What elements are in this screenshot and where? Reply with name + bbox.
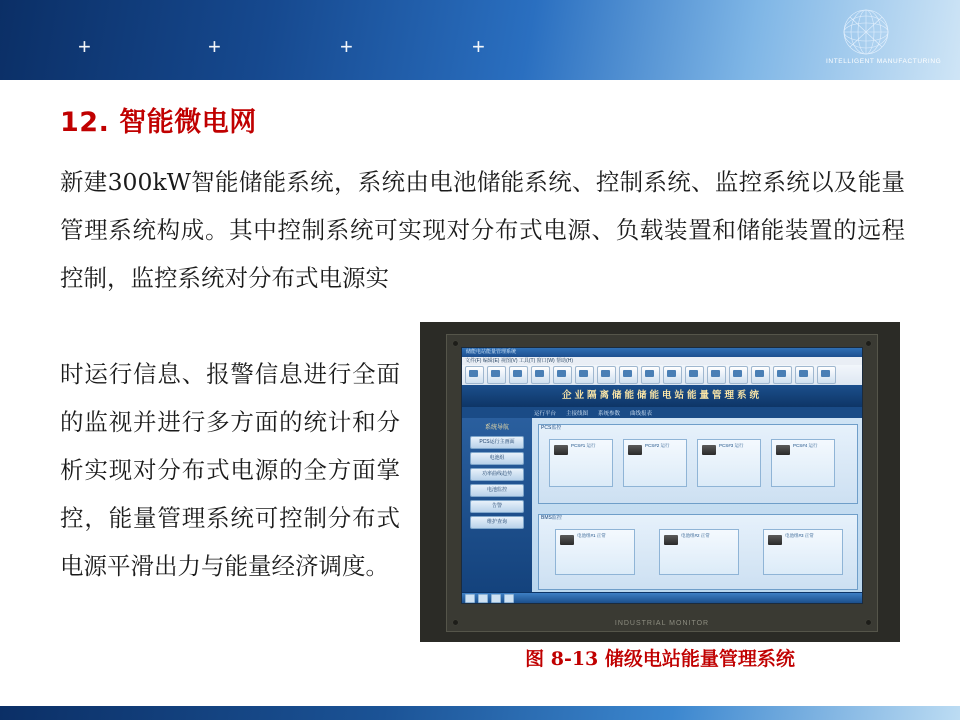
sidebar-item-pcs-main[interactable]: PCS运行主画面 xyxy=(470,436,524,449)
cut-icon[interactable] xyxy=(553,366,572,384)
save-icon[interactable] xyxy=(509,366,528,384)
monitor-brand-label: INDUSTRIAL MONITOR xyxy=(614,620,710,627)
bms-cell-2[interactable] xyxy=(659,529,739,575)
help-icon[interactable] xyxy=(795,366,814,384)
copy-icon[interactable] xyxy=(575,366,594,384)
decorative-plus-3: + xyxy=(340,34,353,59)
pcs-panel-title: PCS监控 xyxy=(541,425,562,431)
bms-panel-title: BMS监控 xyxy=(541,515,562,521)
pcs-cell-label: PCS#3 运行 xyxy=(719,443,744,448)
pcs-cell-1[interactable] xyxy=(549,439,613,487)
app-icon[interactable] xyxy=(504,594,514,603)
pcs-device-icon xyxy=(628,445,642,455)
sidebar-title: 系统导航 xyxy=(484,425,509,431)
pcs-cell-label: PCS#2 运行 xyxy=(645,443,670,448)
body-paragraph-left: 时运行信息、报警信息进行全面的监视并进行多方面的统计和分析实现对分布式电源的全方面掌控，能量管理系统可控制分布式电源平滑出力与能量经济调度。 xyxy=(60,360,400,580)
refresh-icon[interactable] xyxy=(751,366,770,384)
bms-monitor-panel xyxy=(538,514,858,590)
print-icon[interactable] xyxy=(531,366,550,384)
battery-device-icon xyxy=(664,535,678,545)
screen-taskbar[interactable] xyxy=(462,592,863,603)
tab-run-platform[interactable]: 运行平台 xyxy=(534,410,557,417)
figure-monitor-photo xyxy=(420,322,900,642)
bms-cell-label: 电池组#1 正常 xyxy=(577,533,606,538)
redo-icon[interactable] xyxy=(641,366,660,384)
app-icon[interactable] xyxy=(491,594,501,603)
page-title: 12. 智能微电网 xyxy=(60,107,257,138)
pcs-cell-2[interactable] xyxy=(623,439,687,487)
open-icon[interactable] xyxy=(487,366,506,384)
slide-header-band xyxy=(0,0,960,80)
pcs-device-icon xyxy=(554,445,568,455)
app-icon[interactable] xyxy=(478,594,488,603)
pcs-cell-4[interactable] xyxy=(771,439,835,487)
new-icon[interactable] xyxy=(465,366,484,384)
monitor-screen xyxy=(461,347,863,604)
screen-window-title: 储能电站能量管理系统 xyxy=(462,348,863,357)
figure-caption: 图 8-13 储级电站能量管理系统 xyxy=(525,648,795,670)
sidebar-item-battery-group[interactable]: 电池组 xyxy=(470,452,524,465)
slide-footer-band xyxy=(0,706,960,720)
pcs-device-icon xyxy=(702,445,716,455)
sidebar-item-power-curve[interactable]: 功率曲线趋势 xyxy=(470,468,524,481)
alarm-icon[interactable] xyxy=(685,366,704,384)
tab-system-params[interactable]: 系统参数 xyxy=(598,410,621,417)
photo-background xyxy=(420,322,900,642)
chart-icon[interactable] xyxy=(663,366,682,384)
paste-icon[interactable] xyxy=(597,366,616,384)
bms-cell-label: 电池组#2 正常 xyxy=(681,533,710,538)
report-icon[interactable] xyxy=(707,366,726,384)
sidebar-item-maintenance[interactable]: 维护查询 xyxy=(470,516,524,529)
brand-logo-text: INTELLIGENT MANUFACTURING xyxy=(826,58,942,65)
battery-device-icon xyxy=(768,535,782,545)
pcs-device-icon xyxy=(776,445,790,455)
pcs-cell-label: PCS#1 运行 xyxy=(571,443,596,448)
screen-banner-title: 企业隔离储能储能电站能量管理系统 xyxy=(462,385,862,407)
body-paragraph-top: 新建300kW智能储能系统，系统由电池储能系统、控制系统、监控系统以及能量管理系统构成。其中控制系统可实现对分布式电源、负载装置和储能装置的远程控制，监控系统对分布式电源实 xyxy=(60,168,905,292)
brand-logo xyxy=(826,6,942,72)
tab-curve-report[interactable]: 曲线报表 xyxy=(630,410,653,417)
pcs-cell-3[interactable] xyxy=(697,439,761,487)
sidebar-item-battery-monitor[interactable]: 电池监控 xyxy=(470,484,524,497)
pcs-monitor-panel xyxy=(538,424,858,504)
screen-sidebar[interactable] xyxy=(462,418,532,604)
settings-icon[interactable] xyxy=(729,366,748,384)
exit-icon[interactable] xyxy=(817,366,836,384)
sidebar-item-alarm[interactable]: 告警 xyxy=(470,500,524,513)
bezel-screw xyxy=(453,341,458,346)
start-icon[interactable] xyxy=(465,594,475,603)
bms-cell-3[interactable] xyxy=(763,529,843,575)
tab-main-diagram[interactable]: 主接线图 xyxy=(566,410,589,417)
monitor-bezel xyxy=(446,334,878,632)
decorative-plus-4: + xyxy=(472,34,485,59)
bms-cell-label: 电池组#3 正常 xyxy=(785,533,814,538)
decorative-plus-2: + xyxy=(208,34,221,59)
screen-menubar[interactable]: 文件(F) 编辑(E) 视图(V) 工具(T) 窗口(W) 帮助(H) xyxy=(462,357,863,366)
screen-main-canvas xyxy=(532,418,862,603)
screen-toolbar[interactable] xyxy=(462,365,863,386)
globe-grid-icon xyxy=(836,6,896,58)
decorative-plus-1: + xyxy=(78,34,91,59)
pcs-cell-label: PCS#4 运行 xyxy=(793,443,818,448)
zoom-icon[interactable] xyxy=(773,366,792,384)
battery-device-icon xyxy=(560,535,574,545)
bezel-screw xyxy=(866,341,871,346)
undo-icon[interactable] xyxy=(619,366,638,384)
bms-cell-1[interactable] xyxy=(555,529,635,575)
